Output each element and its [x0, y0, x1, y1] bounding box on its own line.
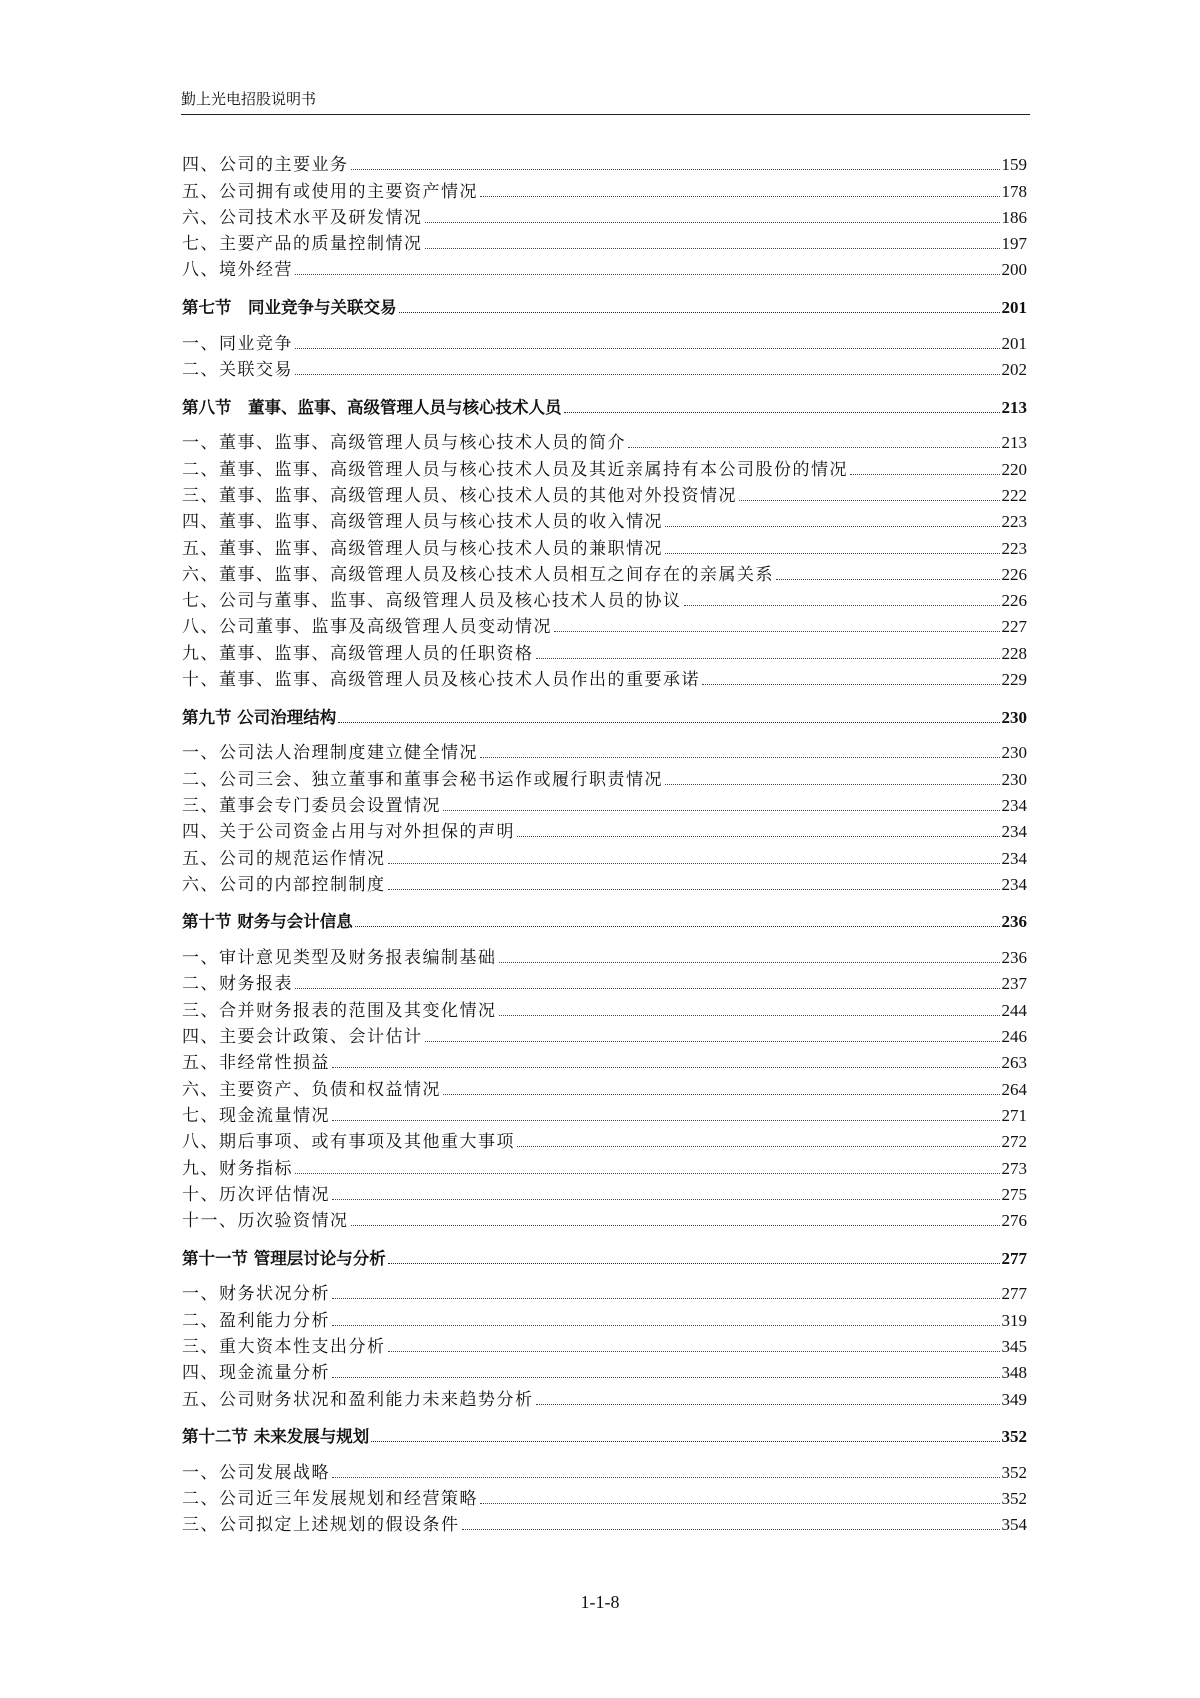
dot-leader: [480, 1503, 1000, 1504]
dot-leader: [425, 222, 1000, 223]
toc-entry[interactable]: [182, 427, 1027, 453]
toc-entry-label: 二、财务报表: [182, 974, 293, 995]
page-number: 1-1-8: [580, 1592, 620, 1612]
toc-entry-label: 四、董事、监事、高级管理人员与核心技术人员的收入情况: [182, 512, 663, 533]
toc-entry[interactable]: [182, 763, 1027, 789]
toc-entry-label: 十、董事、监事、高级管理人员及核心技术人员作出的重要承诺: [182, 670, 700, 691]
toc-entry-page-number: 345: [1001, 1336, 1027, 1356]
toc-entry-label: 第十一节 管理层讨论与分析: [182, 1248, 386, 1268]
toc-entry-page-number: 277: [1001, 1284, 1027, 1304]
dot-leader: [536, 658, 1000, 659]
dot-leader: [295, 374, 1000, 375]
toc-entry-page-number: 234: [1001, 822, 1027, 842]
toc-entry-page-number: 228: [1001, 643, 1027, 663]
toc-entry-label: 七、主要产品的质量控制情况: [182, 234, 423, 255]
toc-entry-label: 三、公司拟定上述规划的假设条件: [182, 1515, 460, 1536]
dot-leader: [388, 863, 1000, 864]
toc-entry-label: 六、董事、监事、高级管理人员及核心技术人员相互之间存在的亲属关系: [182, 564, 774, 585]
toc-entry-label: 八、境外经营: [182, 260, 293, 281]
toc-entry-page-number: 223: [1001, 512, 1027, 532]
dot-leader: [332, 1067, 1000, 1068]
toc-entry-page-number: 159: [1001, 155, 1027, 175]
toc-entry-page-number: 226: [1001, 564, 1027, 584]
toc-entry-label: 一、公司发展战略: [182, 1462, 330, 1483]
toc-entry-label: 七、公司与董事、监事、高级管理人员及核心技术人员的协议: [182, 591, 682, 612]
toc-entry[interactable]: [182, 1073, 1027, 1099]
dot-leader: [351, 169, 1000, 170]
dot-leader: [739, 500, 1000, 501]
toc-entry-label: 八、期后事项、或有事项及其他重大事项: [182, 1132, 515, 1153]
toc-entry-page-number: 277: [1001, 1248, 1027, 1268]
toc-entry-page-number: 230: [1001, 769, 1027, 789]
toc-entry-page-number: 273: [1001, 1158, 1027, 1178]
dot-leader: [371, 1441, 999, 1442]
toc-entry-label: 五、非经常性损益: [182, 1053, 330, 1074]
toc-entry-label: 一、公司法人治理制度建立健全情况: [182, 743, 478, 764]
toc-section-heading[interactable]: [182, 1410, 1027, 1457]
toc-entry[interactable]: [182, 149, 1027, 175]
dot-leader: [665, 553, 1000, 554]
toc-entry-page-number: 230: [1001, 707, 1027, 727]
toc-entry[interactable]: [182, 1278, 1027, 1304]
dot-leader: [295, 1173, 1000, 1174]
toc-entry[interactable]: [182, 1100, 1027, 1126]
toc-entry-label: 二、关联交易: [182, 360, 293, 381]
toc-entry[interactable]: [182, 202, 1027, 228]
toc-entry-label: 二、盈利能力分析: [182, 1310, 330, 1331]
toc-entry[interactable]: [182, 1331, 1027, 1357]
toc-entry-page-number: 352: [1001, 1489, 1027, 1509]
toc-entry[interactable]: [182, 254, 1027, 280]
toc-entry[interactable]: [182, 1457, 1027, 1483]
toc-entry-page-number: 178: [1001, 181, 1027, 201]
toc-entry[interactable]: [182, 1205, 1027, 1231]
toc-entry-label: 四、关于公司资金占用与对外担保的声明: [182, 822, 515, 843]
toc-entry[interactable]: [182, 559, 1027, 585]
toc-entry[interactable]: [182, 869, 1027, 895]
toc-entry-page-number: 348: [1001, 1363, 1027, 1383]
toc-entry-label: 二、董事、监事、高级管理人员与核心技术人员及其近亲属持有本公司股份的情况: [182, 459, 848, 480]
toc-entry-label: 五、公司财务状况和盈利能力未来趋势分析: [182, 1389, 534, 1410]
toc-entry-label: 二、公司近三年发展规划和经营策略: [182, 1489, 478, 1510]
toc-entry-page-number: 234: [1001, 874, 1027, 894]
table-of-contents: [182, 149, 1027, 1535]
dot-leader: [536, 1404, 1000, 1405]
toc-entry[interactable]: [182, 1047, 1027, 1073]
toc-entry[interactable]: [182, 585, 1027, 611]
toc-entry-label: 三、合并财务报表的范围及其变化情况: [182, 1000, 497, 1021]
dot-leader: [517, 1146, 1000, 1147]
toc-entry[interactable]: [182, 1304, 1027, 1330]
toc-section-heading[interactable]: [182, 1231, 1027, 1278]
toc-entry-label: 十、历次评估情况: [182, 1184, 330, 1205]
toc-entry[interactable]: [182, 1357, 1027, 1383]
toc-entry-label: 三、董事、监事、高级管理人员、核心技术人员的其他对外投资情况: [182, 485, 737, 506]
toc-entry-page-number: 230: [1001, 743, 1027, 763]
toc-entry-label: 六、公司的内部控制制度: [182, 874, 386, 895]
dot-leader: [332, 1120, 1000, 1121]
toc-entry[interactable]: [182, 942, 1027, 968]
dot-leader: [684, 605, 1000, 606]
toc-entry-page-number: 234: [1001, 795, 1027, 815]
dot-leader: [443, 1094, 1000, 1095]
toc-entry-page-number: 237: [1001, 974, 1027, 994]
dot-leader: [295, 988, 1000, 989]
toc-entry-page-number: 202: [1001, 360, 1027, 380]
toc-entry-page-number: 236: [1001, 948, 1027, 968]
toc-entry-page-number: 263: [1001, 1053, 1027, 1073]
dot-leader: [462, 1529, 1000, 1530]
toc-entry-page-number: 272: [1001, 1132, 1027, 1152]
toc-entry[interactable]: [182, 637, 1027, 663]
toc-entry-label: 七、现金流量情况: [182, 1105, 330, 1126]
toc-entry[interactable]: [182, 1179, 1027, 1205]
dot-leader: [776, 579, 1000, 580]
toc-entry-label: 一、同业竞争: [182, 333, 293, 354]
toc-entry-label: 第十节 财务与会计信息: [182, 912, 353, 932]
toc-entry-page-number: 226: [1001, 591, 1027, 611]
dot-leader: [332, 1298, 1000, 1299]
dot-leader: [425, 248, 1000, 249]
toc-entry-label: 第九节 公司治理结构: [182, 707, 337, 727]
toc-entry-label: 第十二节 未来发展与规划: [182, 1427, 370, 1447]
dot-leader: [399, 312, 1000, 313]
toc-entry-page-number: 186: [1001, 207, 1027, 227]
toc-entry-label: 六、公司技术水平及研发情况: [182, 207, 423, 228]
dot-leader: [332, 1325, 1000, 1326]
dot-leader: [388, 889, 1000, 890]
toc-entry[interactable]: [182, 842, 1027, 868]
toc-entry-page-number: 222: [1001, 485, 1027, 505]
toc-entry-label: 三、重大资本性支出分析: [182, 1336, 386, 1357]
page-header: [181, 84, 1030, 115]
toc-entry-page-number: 275: [1001, 1184, 1027, 1204]
toc-entry[interactable]: [182, 994, 1027, 1020]
dot-leader: [295, 274, 1000, 275]
toc-entry[interactable]: [182, 453, 1027, 479]
toc-entry[interactable]: [182, 506, 1027, 532]
toc-entry[interactable]: [182, 532, 1027, 558]
dot-leader: [332, 1377, 1000, 1378]
toc-entry-page-number: 197: [1001, 234, 1027, 254]
toc-entry-label: 四、主要会计政策、会计估计: [182, 1027, 423, 1048]
dot-leader: [564, 412, 1000, 413]
toc-entry-label: 五、公司的规范运作情况: [182, 848, 386, 869]
toc-entry-page-number: 227: [1001, 617, 1027, 637]
toc-entry[interactable]: [182, 816, 1027, 842]
dot-leader: [850, 474, 1000, 475]
toc-entry-label: 第八节 董事、监事、高级管理人员与核心技术人员: [182, 397, 562, 417]
dot-leader: [443, 810, 1000, 811]
toc-entry-page-number: 234: [1001, 848, 1027, 868]
toc-entry-page-number: 223: [1001, 538, 1027, 558]
dot-leader: [355, 926, 1000, 927]
dot-leader: [332, 1199, 1000, 1200]
toc-entry-page-number: 220: [1001, 459, 1027, 479]
toc-entry[interactable]: [182, 1021, 1027, 1047]
toc-entry-label: 六、主要资产、负债和权益情况: [182, 1079, 441, 1100]
toc-entry-page-number: 200: [1001, 260, 1027, 280]
toc-entry-page-number: 264: [1001, 1079, 1027, 1099]
toc-entry-label: 五、董事、监事、高级管理人员与核心技术人员的兼职情况: [182, 538, 663, 559]
toc-entry[interactable]: [182, 354, 1027, 380]
toc-entry-page-number: 352: [1001, 1427, 1027, 1447]
dot-leader: [388, 1351, 1000, 1352]
toc-entry-label: 一、财务状况分析: [182, 1284, 330, 1305]
toc-entry-page-number: 236: [1001, 912, 1027, 932]
toc-entry[interactable]: [182, 664, 1027, 690]
dot-leader: [351, 1225, 1000, 1226]
dot-leader: [338, 722, 999, 723]
toc-entry[interactable]: [182, 480, 1027, 506]
toc-entry-page-number: 271: [1001, 1105, 1027, 1125]
toc-entry[interactable]: [182, 968, 1027, 994]
toc-entry-label: 九、财务指标: [182, 1158, 293, 1179]
dot-leader: [628, 447, 1000, 448]
toc-entry[interactable]: [182, 327, 1027, 353]
toc-entry[interactable]: [182, 1509, 1027, 1535]
toc-entry-label: 十一、历次验资情况: [182, 1211, 349, 1232]
toc-entry-label: 八、公司董事、监事及高级管理人员变动情况: [182, 617, 552, 638]
dot-leader: [332, 1477, 1000, 1478]
toc-section-heading[interactable]: [182, 895, 1027, 942]
toc-entry-page-number: 352: [1001, 1462, 1027, 1482]
document-title: 勤上光电招股说明书: [181, 90, 317, 108]
toc-entry-label: 五、公司拥有或使用的主要资产情况: [182, 181, 478, 202]
toc-entry[interactable]: [182, 1126, 1027, 1152]
dot-leader: [665, 784, 1000, 785]
toc-entry-page-number: 201: [1001, 297, 1027, 317]
toc-entry-label: 一、董事、监事、高级管理人员与核心技术人员的简介: [182, 433, 626, 454]
toc-entry-label: 二、公司三会、独立董事和董事会秘书运作或履行职责情况: [182, 769, 663, 790]
toc-entry-label: 三、董事会专门委员会设置情况: [182, 795, 441, 816]
dot-leader: [388, 1263, 1000, 1264]
toc-entry[interactable]: [182, 228, 1027, 254]
dot-leader: [499, 962, 1000, 963]
toc-entry[interactable]: [182, 175, 1027, 201]
toc-entry[interactable]: [182, 1152, 1027, 1178]
toc-entry-page-number: 319: [1001, 1310, 1027, 1330]
toc-entry-page-number: 354: [1001, 1515, 1027, 1535]
toc-entry-page-number: 229: [1001, 670, 1027, 690]
toc-entry-label: 九、董事、监事、高级管理人员的任职资格: [182, 643, 534, 664]
toc-entry[interactable]: [182, 611, 1027, 637]
toc-entry-page-number: 213: [1001, 433, 1027, 453]
toc-entry-label: 四、现金流量分析: [182, 1363, 330, 1384]
toc-section-heading[interactable]: [182, 280, 1027, 327]
toc-entry-page-number: 244: [1001, 1000, 1027, 1020]
dot-leader: [480, 196, 1000, 197]
dot-leader: [480, 757, 1000, 758]
toc-entry-label: 第七节 同业竞争与关联交易: [182, 297, 397, 317]
toc-entry-page-number: 276: [1001, 1211, 1027, 1231]
toc-entry-page-number: 213: [1001, 397, 1027, 417]
toc-entry[interactable]: [182, 790, 1027, 816]
dot-leader: [554, 631, 1000, 632]
toc-entry-label: 四、公司的主要业务: [182, 155, 349, 176]
toc-entry[interactable]: [182, 737, 1027, 763]
toc-entry-page-number: 246: [1001, 1027, 1027, 1047]
toc-section-heading[interactable]: [182, 690, 1027, 737]
toc-entry-label: 一、审计意见类型及财务报表编制基础: [182, 948, 497, 969]
toc-entry-page-number: 349: [1001, 1389, 1027, 1409]
toc-section-heading[interactable]: [182, 380, 1027, 427]
dot-leader: [702, 684, 1000, 685]
dot-leader: [295, 348, 1000, 349]
toc-entry-page-number: 201: [1001, 333, 1027, 353]
toc-entry[interactable]: [182, 1383, 1027, 1409]
dot-leader: [425, 1041, 1000, 1042]
dot-leader: [517, 836, 1000, 837]
toc-entry[interactable]: [182, 1483, 1027, 1509]
dot-leader: [499, 1015, 1000, 1016]
dot-leader: [665, 526, 1000, 527]
